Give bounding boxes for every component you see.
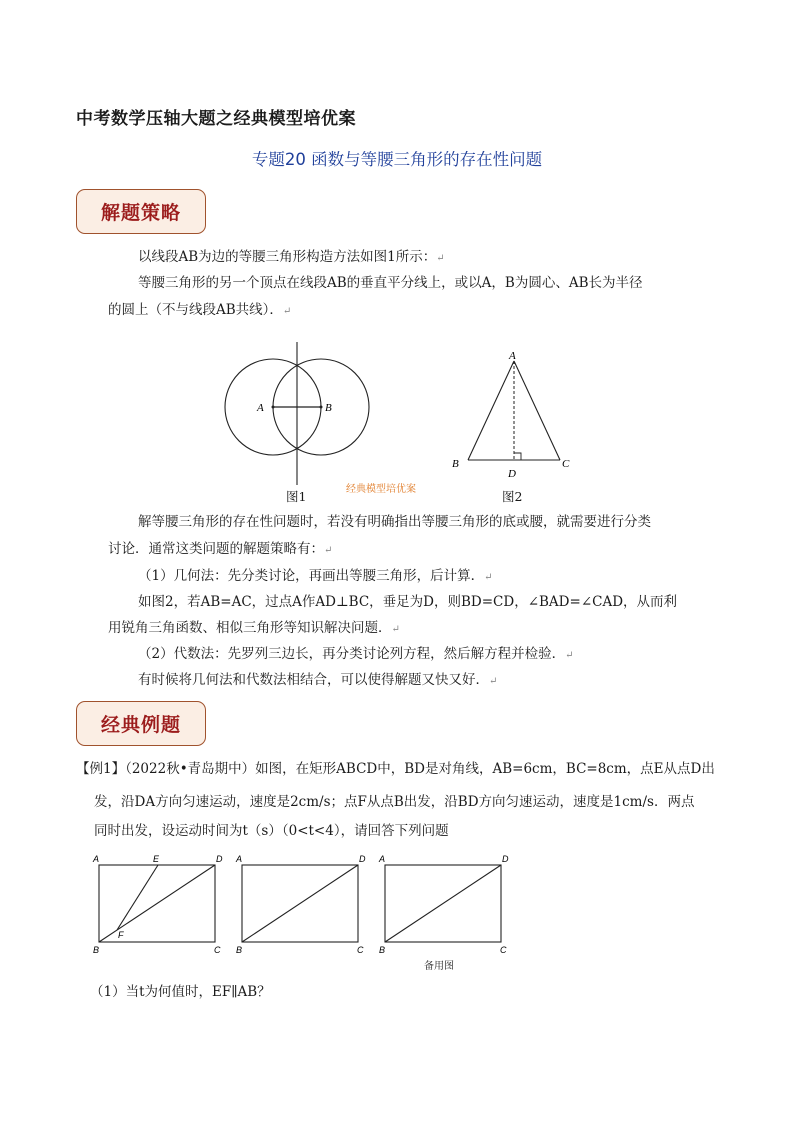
- backup-figure-caption: 备用图: [424, 961, 454, 972]
- label-a: A: [93, 854, 100, 864]
- section-heading-strategy: 解题策略: [76, 189, 206, 234]
- strategy-paragraph-7: [138, 667, 497, 695]
- strategy-paragraph-3a: 解等腰三角形的存在性问题时，若没有明确指出等腰三角形的底或腰，就需要进行分类: [138, 514, 651, 530]
- paragraph-mark: ↵: [324, 545, 333, 556]
- label-b: B: [325, 402, 332, 414]
- example-1-line-1: 【例1】（2022秋•青岛期中）如图，在矩形ABCD中，BD是对角线，AB=6cm，BC=8cm，点E从点D出: [76, 761, 715, 777]
- label-a: A: [236, 854, 243, 864]
- right-angle-mark: [514, 453, 521, 460]
- diagonal-bd: [385, 865, 501, 942]
- paragraph-mark: ↵: [484, 572, 493, 583]
- strategy-paragraph-2b: [108, 297, 291, 325]
- strategy-p4-text: （1）几何法：先分类讨论，再画出等腰三角形，后计算．: [138, 568, 485, 584]
- example-1-line-3: 同时出发，设运动时间为t（s）（0<t<4），请回答下列问题: [94, 823, 449, 839]
- rectangle-figure-main: [88, 852, 228, 957]
- label-d: D: [502, 854, 509, 864]
- watermark-text: 经典模型培优案: [346, 484, 416, 495]
- diagonal-bd: [99, 865, 215, 942]
- label-b: B: [379, 945, 386, 955]
- diagonal-bd: [242, 865, 358, 942]
- side-ab: [468, 361, 514, 460]
- strategy-paragraph-2a: 等腰三角形的另一个顶点在线段AB的垂直平分线上，或以A，B为圆心、AB长为半径: [138, 275, 643, 291]
- strategy-p7-text: 有时候将几何法和代数法相结合，可以使得解题又快又好．: [138, 672, 489, 688]
- label-c: C: [357, 945, 364, 955]
- label-f: F: [118, 930, 124, 940]
- strategy-p1-text: 以线段AB为边的等腰三角形构造方法如图1所示：: [138, 249, 437, 265]
- segment-ef: [117, 865, 158, 930]
- paragraph-mark: ↵: [565, 650, 574, 661]
- rectangle-figure-2: [231, 852, 371, 957]
- strategy-paragraph-3b: [108, 536, 332, 564]
- label-d: D: [216, 854, 223, 864]
- strategy-p6-text: （2）代数法：先罗列三边长，再分类讨论列方程，然后解方程并检验．: [138, 646, 566, 662]
- strategy-p5b-text: 用锐角三角函数、相似三角形等知识解决问题．: [108, 620, 392, 636]
- label-c: C: [214, 945, 221, 955]
- figure-2-caption: 图2: [502, 489, 523, 504]
- strategy-p3b-text: 讨论．通常这类问题的解题策略有：: [108, 541, 324, 557]
- label-a: A: [379, 854, 386, 864]
- strategy-paragraph-5b: [108, 615, 400, 643]
- point-b: [320, 406, 323, 409]
- section-heading-examples: 经典例题: [76, 701, 206, 746]
- label-e: E: [153, 854, 160, 864]
- document-title: 中考数学压轴大题之经典模型培优案: [76, 109, 356, 129]
- label-b: B: [452, 458, 459, 470]
- strategy-paragraph-1: [138, 244, 445, 272]
- paragraph-mark: ↵: [489, 676, 498, 687]
- rectangle-figure-backup: [374, 852, 514, 957]
- label-b: B: [93, 945, 100, 955]
- label-a: A: [257, 402, 264, 414]
- paragraph-mark: ↵: [436, 253, 445, 264]
- topic-title: 专题20 函数与等腰三角形的存在性问题: [251, 150, 543, 169]
- strategy-paragraph-4: [138, 563, 492, 591]
- label-b: B: [236, 945, 243, 955]
- side-ac: [514, 361, 560, 460]
- label-d: D: [508, 468, 516, 480]
- paragraph-mark: ↵: [282, 306, 292, 317]
- point-a: [272, 406, 275, 409]
- label-d: D: [359, 854, 366, 864]
- strategy-paragraph-5a: 如图2，若AB=AC，过点A作AD⊥BC，垂足为D，则BD=CD，∠BAD=∠CAD，从而利: [138, 594, 678, 610]
- figure-2-isosceles-triangle: [448, 345, 588, 480]
- label-c: C: [500, 945, 507, 955]
- strategy-paragraph-6: [138, 641, 573, 669]
- figure-1-circles: [215, 340, 385, 490]
- paragraph-mark: ↵: [391, 624, 400, 635]
- label-a: A: [509, 350, 516, 362]
- example-1-line-2: 发，沿DA方向匀速运动，速度是2cm/s；点F从点B出发，沿BD方向匀速运动，速度是1cm/s．两点: [94, 794, 695, 810]
- strategy-p2b-text: 的圆上（不与线段AB共线）．: [108, 302, 283, 318]
- figure-1-caption: 图1: [286, 489, 307, 504]
- question-1: （1）当t为何值时，EF∥AB？: [90, 984, 271, 1000]
- label-c: C: [562, 458, 570, 470]
